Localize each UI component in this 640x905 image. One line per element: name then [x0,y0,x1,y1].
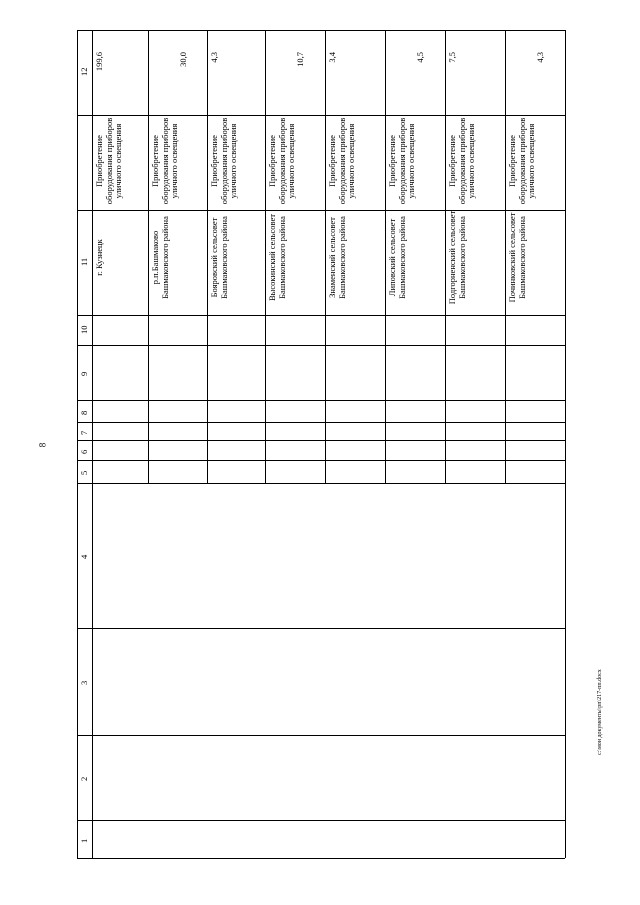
column-header-number: 6 [79,449,89,454]
row-municipality: Бояровский сельсовет Башмаковского района [209,216,229,299]
row-separator [325,30,326,483]
footer-file-path: c:\мои документы\рп\217-пп.docx [597,669,603,755]
column-header-number: 2 [79,776,89,781]
row-amount: 4,3 [209,52,219,63]
row-purpose: Приобретение оборудования приборов уличного освещения [267,117,296,205]
column-header-number: 7 [79,430,89,435]
column-header-number: 3 [79,680,89,685]
row-amount: 4,5 [415,52,425,63]
row-municipality: р.п.Башмаково Башмаковского района [150,216,170,299]
field-separator [77,628,565,629]
row-purpose: Приобретение оборудования приборов уличного освещения [507,117,536,205]
field-separator [77,115,565,116]
row-municipality: Починковский сельсовет Башмаковского района [507,212,527,303]
row-amount: 7,5 [447,52,457,63]
row-purpose: Приобретение оборудования приборов уличного освещения [327,117,356,205]
table-border-top [77,30,565,31]
field-separator [77,315,565,316]
column-header-number: 8 [79,410,89,415]
column-header-number: 11 [79,257,89,266]
field-separator [77,460,565,461]
table-border-right [565,30,566,858]
row-amount: 4,3 [535,52,545,63]
row-amount: 30,0 [178,52,188,67]
row-purpose: Приобретение оборудования приборов уличного освещения [387,117,416,205]
row-purpose: Приобретение оборудования приборов уличного освещения [447,117,476,205]
field-separator [77,345,565,346]
row-municipality: г. Кузнецк [94,239,104,276]
field-separator [77,422,565,423]
column-header-number: 4 [79,554,89,559]
row-purpose: Приобретение оборудования приборов уличного освещения [209,117,238,205]
field-separator [77,400,565,401]
field-separator [77,735,565,736]
column-header-number: 10 [79,325,89,334]
field-separator [77,820,565,821]
row-separator [148,30,149,483]
column-header-number: 5 [79,470,89,475]
row-municipality: Знаменский сельсовет Башмаковского района [327,216,347,299]
page-number: 8 [37,442,48,448]
field-separator [77,483,565,484]
row-amount: 10,7 [295,52,305,67]
row-separator [385,30,386,483]
row-purpose: Приобретение оборудования приборов уличного освещения [94,117,123,205]
row-separator [265,30,266,483]
row-separator [505,30,506,483]
row-amount: 199,6 [94,52,104,72]
table-border-bottom [77,858,565,859]
column-header-number: 9 [79,371,89,376]
row-amount: 3,4 [327,52,337,63]
row-separator [207,30,208,483]
column-header-number: 1 [79,838,89,843]
row-municipality: Высокинский сельсовет Башмаковского района [267,214,287,301]
field-separator [77,440,565,441]
column-header-number: 12 [79,67,89,76]
row-municipality: Липовский сельсовет Башмаковского района [387,216,407,299]
row-purpose: Приобретение оборудования приборов уличного освещения [150,117,179,205]
header-separator [92,30,93,858]
row-municipality: Подгорненский сельсовет Башмаковского района [447,210,467,305]
table-border-left [77,30,78,858]
row-separator [445,30,446,483]
